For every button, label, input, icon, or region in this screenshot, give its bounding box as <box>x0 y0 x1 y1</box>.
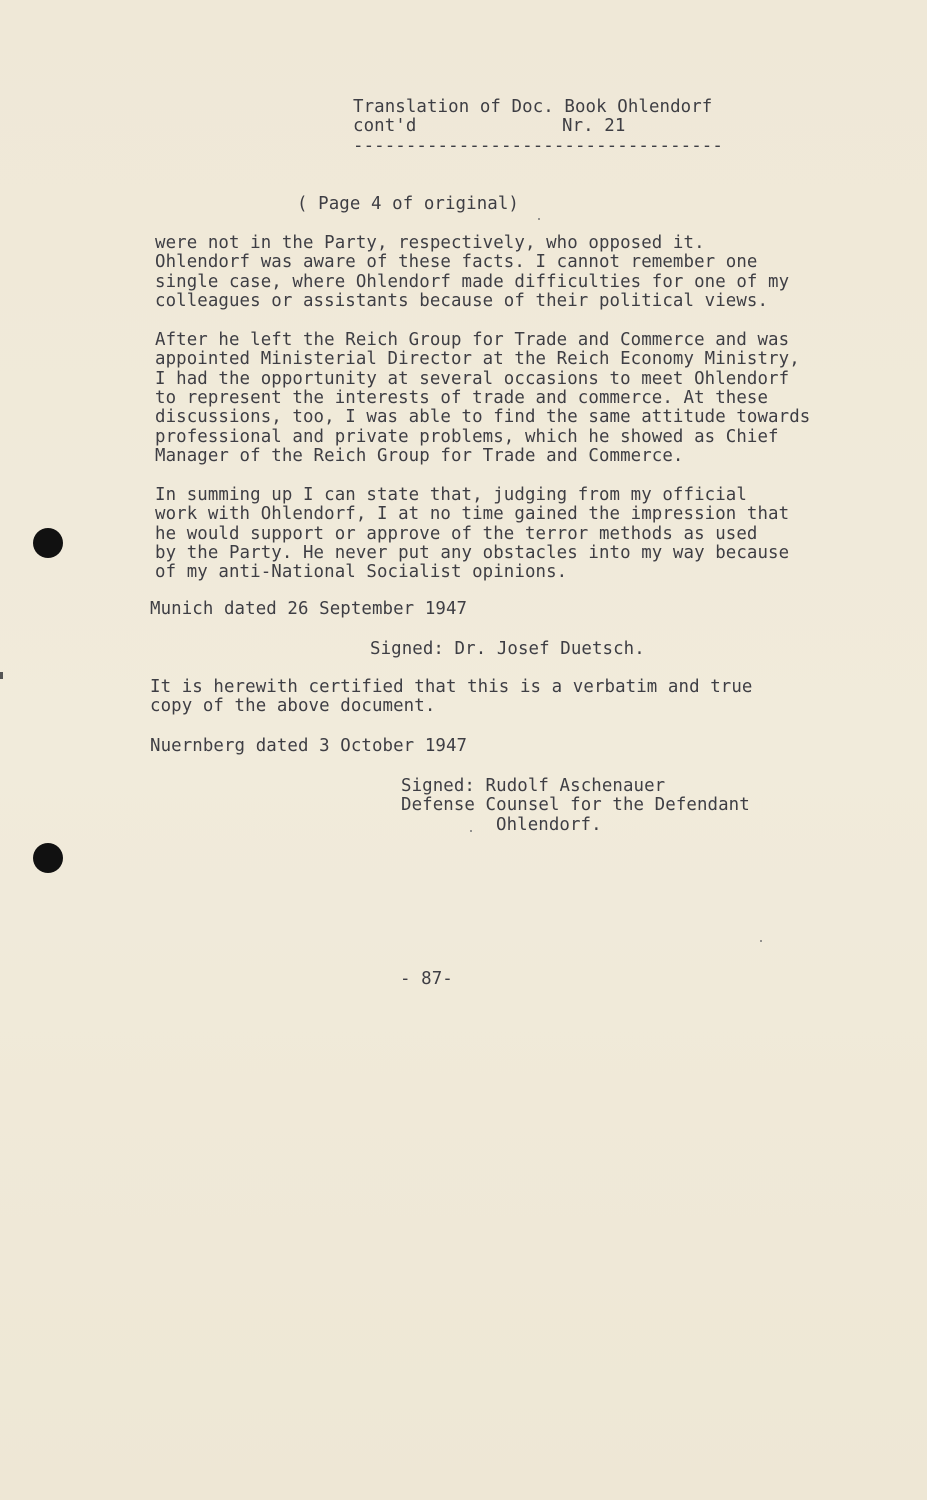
paragraph-1-line: were not in the Party, respectively, who opposed it. <box>155 233 705 253</box>
paragraph-2-line: Manager of the Reich Group for Trade and Commerce. <box>155 446 684 466</box>
page-number: - 87- <box>400 969 453 989</box>
paragraph-2-line: I had the opportunity at several occasions to meet Ohlendorf <box>155 369 790 389</box>
speck <box>760 940 762 942</box>
dated-nuernberg: Nuernberg dated 3 October 1947 <box>150 736 468 756</box>
paragraph-2-line: After he left the Reich Group for Trade and Commerce and was <box>155 330 790 350</box>
signature-duetsch: Signed: Dr. Josef Duetsch. <box>370 639 645 659</box>
signature-aschenauer: Signed: Rudolf Aschenauer <box>401 776 666 796</box>
paragraph-3-line: by the Party. He never put any obstacles into my way because <box>155 543 790 563</box>
header-contd: cont'd <box>353 116 417 136</box>
paragraph-2-line: professional and private problems, which he showed as Chief <box>155 427 779 447</box>
edge-mark <box>0 672 3 679</box>
header-title: Translation of Doc. Book Ohlendorf <box>353 97 713 117</box>
paragraph-2-line: to represent the interests of trade and commerce. At these <box>155 388 769 408</box>
dated-munich: Munich dated 26 September 1947 <box>150 599 468 619</box>
speck <box>538 218 540 220</box>
certification-line: copy of the above document. <box>150 696 436 716</box>
signature-title: Defense Counsel for the Defendant <box>401 795 750 815</box>
page-reference: ( Page 4 of original) <box>297 194 519 214</box>
paragraph-2-line: discussions, too, I was able to find the same attitude towards <box>155 407 811 427</box>
paragraph-1-line: colleagues or assistants because of their political views. <box>155 291 769 311</box>
paragraph-2-line: appointed Ministerial Director at the Reich Economy Ministry, <box>155 349 800 369</box>
signature-defendant: Ohlendorf. <box>496 815 602 835</box>
paragraph-3-line: he would support or approve of the terror methods as used <box>155 524 758 544</box>
paragraph-3-line: of my anti-National Socialist opinions. <box>155 562 568 582</box>
punch-hole <box>33 843 63 873</box>
punch-hole <box>33 528 63 558</box>
paragraph-3-line: In summing up I can state that, judging from my official <box>155 485 747 505</box>
paragraph-3-line: work with Ohlendorf, I at no time gained the impression that <box>155 504 790 524</box>
certification-line: It is herewith certified that this is a verbatim and true <box>150 677 753 697</box>
paragraph-1-line: Ohlendorf was aware of these facts. I cannot remember one <box>155 252 758 272</box>
header-rule: ----------------------------------- <box>353 136 723 156</box>
header-number: Nr. 21 <box>562 116 626 136</box>
paragraph-1-line: single case, where Ohlendorf made difficulties for one of my <box>155 272 790 292</box>
speck <box>470 830 472 832</box>
